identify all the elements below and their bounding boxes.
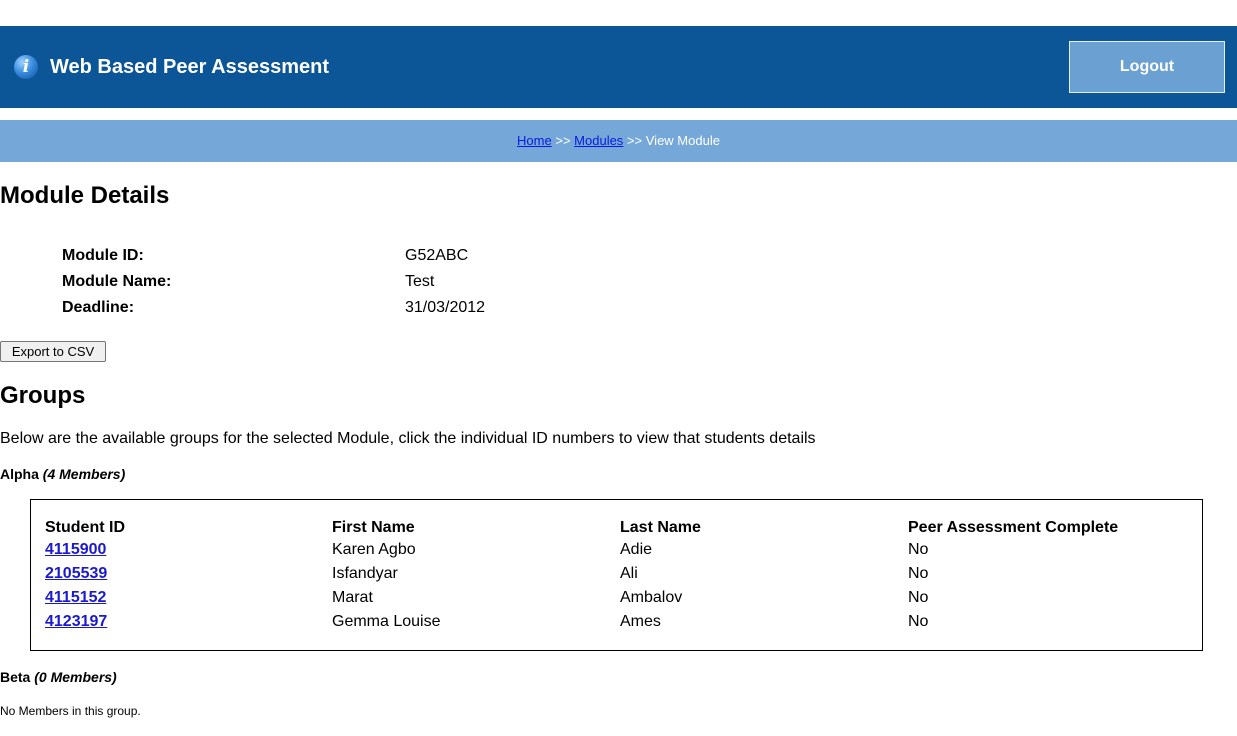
peer-complete-cell: No [908, 565, 929, 582]
group-table-box-alpha [30, 499, 1203, 651]
groups-title: Groups [0, 382, 86, 409]
breadcrumb-separator: >> [555, 133, 571, 148]
first-name-cell: Karen Agbo [332, 541, 416, 558]
detail-label: Module Name: [62, 273, 172, 290]
detail-row-deadline [62, 298, 662, 324]
student-id-link[interactable]: 4115900 [45, 541, 107, 558]
peer-complete-cell: No [908, 613, 929, 630]
group-heading-alpha [0, 465, 125, 483]
table-row [45, 562, 1188, 586]
info-icon: i [14, 55, 38, 79]
empty-group-text: No Members in this group. [0, 704, 141, 718]
peer-complete-cell: No [908, 541, 929, 558]
student-id-link[interactable]: 4115152 [45, 589, 107, 606]
column-header-last-name: Last Name [620, 519, 701, 536]
detail-label: Deadline: [62, 299, 135, 316]
module-details [62, 246, 662, 324]
detail-label: Module ID: [62, 247, 144, 264]
breadcrumb-home-link[interactable]: Home [517, 133, 552, 148]
last-name-cell: Ali [620, 565, 638, 582]
detail-value: Test [405, 273, 435, 290]
last-name-cell: Adie [620, 541, 653, 558]
first-name-cell: Gemma Louise [332, 613, 441, 630]
groups-intro: Below are the available groups for the selected Module, click the individual ID numbers to view that students details [0, 430, 816, 447]
export-csv-button[interactable]: Export to CSV [0, 341, 106, 362]
first-name-cell: Isfandyar [332, 565, 398, 582]
table-row [45, 586, 1188, 610]
page-title: Module Details [0, 182, 170, 209]
breadcrumb [0, 120, 1237, 162]
detail-value: G52ABC [405, 247, 469, 264]
table-row [45, 538, 1188, 562]
app-header [0, 26, 1237, 108]
first-name-cell: Marat [332, 589, 373, 606]
group-name: Beta [0, 669, 31, 685]
peer-complete-cell: No [908, 589, 929, 606]
column-header-first-name: First Name [332, 519, 415, 536]
detail-row-module-name [62, 272, 662, 298]
student-id-link[interactable]: 2105539 [45, 565, 108, 582]
group-heading-beta [0, 668, 117, 686]
group-members-count: (4 Members) [42, 466, 126, 482]
last-name-cell: Ames [620, 613, 661, 630]
breadcrumb-current: View Module [645, 133, 720, 148]
group-members-count: (0 Members) [34, 669, 117, 685]
student-id-link[interactable]: 4123197 [45, 613, 108, 630]
group-name: Alpha [0, 466, 39, 482]
column-header-student-id: Student ID [45, 519, 125, 536]
app-title: Web Based Peer Assessment [50, 56, 330, 78]
last-name-cell: Ambalov [620, 589, 683, 606]
table-header-row [45, 518, 1188, 538]
table-row [45, 610, 1188, 634]
detail-value: 31/03/2012 [405, 299, 486, 316]
logout-button[interactable]: Logout [1069, 41, 1225, 93]
breadcrumb-modules-link[interactable]: Modules [574, 133, 624, 148]
column-header-peer-complete: Peer Assessment Complete [908, 519, 1119, 536]
breadcrumb-separator: >> [626, 133, 643, 148]
detail-row-module-id [62, 246, 662, 272]
group-table [45, 518, 1188, 634]
